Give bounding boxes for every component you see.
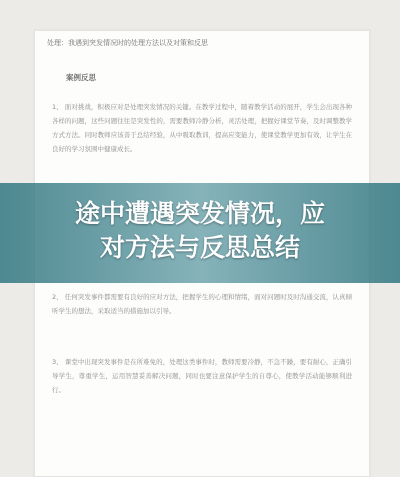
article-title bbox=[0, 197, 400, 265]
paragraph-1: 1、 面对挑战，积极应对是处理突发情况的关键。在教学过程中，随着教学活动的展开，学生会出现各种各样的问题，这些问题往往是突发性的，需要教师冷静分析，灵活处理，把握好课堂节奏，及时调整教学方式方法。同时教师应该善于总结经验，从中吸取教训，提高应变能力，使课堂教学更加有效，让学生在良好的学习氛围中健康成长。 bbox=[52, 103, 352, 153]
paragraph-2: 2、 任何突发事件都需要有良好的应对方法，把握学生的心理和情绪，面对问题时及时沟通交流，认真倾听学生的想法，采取适当的措施加以引导。 bbox=[52, 293, 352, 315]
document-heading: 处理：我遇到突发情况时的处理方法以及对策和反思 bbox=[47, 39, 208, 47]
title-line-2: 对方法与反思总结 bbox=[99, 233, 300, 262]
paragraph-3: 3、 课堂中出现突发事件是在所难免的，处理这类事件时，教师需要冷静，不急不躁，要有耐心，正确引导学生，尊重学生，运用智慧妥善解决问题，同时也要注意保护学生的自尊心，使教学活动能够顺利进行。 bbox=[52, 358, 352, 394]
section-title: 案例反思 bbox=[66, 73, 96, 82]
title-line-1: 途中遭遇突发情况，应 bbox=[74, 199, 325, 228]
